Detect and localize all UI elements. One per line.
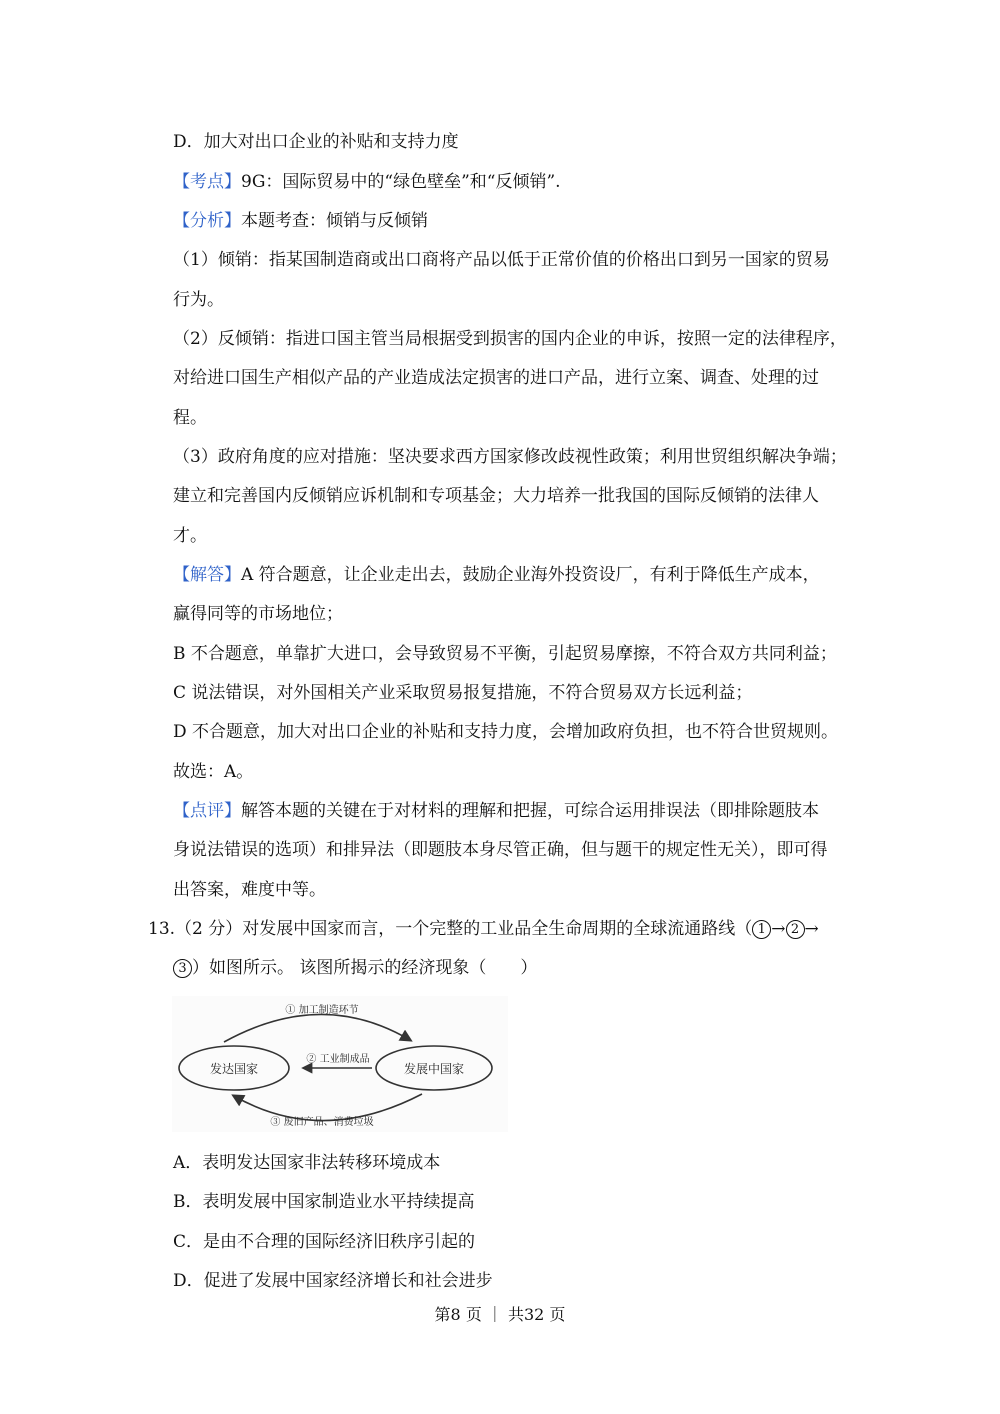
dianping-para-line: 身说法错误的选项）和排异法（即题肢本身尽管正确，但与题干的规定性无关），即可得 xyxy=(173,840,828,860)
option-b: B．表明发展中国家制造业水平持续提高 xyxy=(173,1192,475,1212)
fenxi-para-line: （3）政府角度的应对措施：坚决要求西方国家修改歧视性政策；利用世贸组织解决争端； xyxy=(173,447,847,467)
dianping-text: 解答本题的关键在于对材料的理解和把握，可综合运用排误法（即排除题肢本 xyxy=(241,801,819,821)
question-13-stem: 13.（2 分）对发展中国家而言，一个完整的工业品全生命周期的全球流通路线（ xyxy=(148,919,753,939)
kaodian-line xyxy=(173,172,561,192)
jieda-para-line: B 不合题意，单靠扩大进口，会导致贸易不平衡，引起贸易摩擦，不符合双方共同利益； xyxy=(173,644,837,664)
jieda-text: A 符合题意，让企业走出去，鼓励企业海外投资设厂，有利于降低生产成本， xyxy=(241,565,820,585)
jieda-para-line: C 说法错误，对外国相关产业采取贸易报复措施，不符合贸易双方长远利益； xyxy=(173,683,753,703)
dianping-line xyxy=(173,801,819,821)
fenxi-tag: 【分析】 xyxy=(173,211,241,231)
fenxi-para-line: 建立和完善国内反倾销应诉机制和专项基金；大力培养一批我国的国际反倾销的法律人 xyxy=(173,486,819,506)
option-c: C．是由不合理的国际经济旧秩序引起的 xyxy=(173,1232,476,1252)
developing-country-label: 发展中国家 xyxy=(403,1062,465,1076)
developed-country-label: 发达国家 xyxy=(209,1062,259,1076)
circled-number-2: 2 xyxy=(786,920,805,939)
fenxi-para-line: 行为。 xyxy=(173,290,224,310)
circled-number-3: 3 xyxy=(173,959,192,978)
question-13-line-2 xyxy=(173,958,537,978)
arrow-icon: → xyxy=(771,919,786,939)
jieda-para-line: 故选：A。 xyxy=(173,762,254,782)
fenxi-para-line: 才。 xyxy=(173,526,207,546)
fenxi-text: 本题考查：倾销与反倾销 xyxy=(241,211,428,231)
question-13-line-1 xyxy=(148,919,819,939)
middle-flow-label: ② 工业制成品 xyxy=(306,1054,370,1065)
jieda-para-line: D 不合题意，加大对出口企业的补贴和支持力度，会增加政府负担，也不符合世贸规则。 xyxy=(173,722,839,742)
dianping-tag: 【点评】 xyxy=(173,801,241,821)
circled-number-1: 1 xyxy=(752,920,771,939)
dianping-para-line: 出答案，难度中等。 xyxy=(173,880,326,900)
option-a: A．表明发达国家非法转移环境成本 xyxy=(173,1153,441,1173)
fenxi-line xyxy=(173,211,428,231)
prev-option-d: D．加大对出口企业的补贴和支持力度 xyxy=(173,132,459,152)
bottom-flow-label: ③ 废旧产品、消费垃圾 xyxy=(270,1117,374,1128)
question-13-stem-end: ）如图所示。 该图所揭示的经济现象（ ） xyxy=(192,958,538,978)
fenxi-para-line: （1）倾销：指某国制造商或出口商将产品以低于正常价值的价格出口到另一国家的贸易 xyxy=(173,250,830,270)
kaodian-tag: 【考点】 xyxy=(173,172,241,192)
trade-flow-diagram xyxy=(172,996,508,1132)
jieda-tag: 【解答】 xyxy=(173,565,241,585)
option-d: D．促进了发展中国家经济增长和社会进步 xyxy=(173,1271,493,1291)
arrow-icon: → xyxy=(804,919,819,939)
fenxi-para-line: 程。 xyxy=(173,408,207,428)
fenxi-para-line: （2）反倾销：指进口国主管当局根据受到损害的国内企业的申诉，按照一定的法律程序， xyxy=(173,329,847,349)
top-flow-label: ① 加工制造环节 xyxy=(285,1005,359,1016)
page-footer: 第8 页 ｜ 共32 页 xyxy=(434,1305,566,1324)
kaodian-text: 9G：国际贸易中的“绿色壁垒”和“反倾销”. xyxy=(241,172,561,192)
trade-flow-svg xyxy=(172,996,508,1132)
fenxi-para-line: 对给进口国生产相似产品的产业造成法定损害的进口产品，进行立案、调查、处理的过 xyxy=(173,368,819,388)
jieda-para-line: 赢得同等的市场地位； xyxy=(173,604,343,624)
jieda-line xyxy=(173,565,820,585)
